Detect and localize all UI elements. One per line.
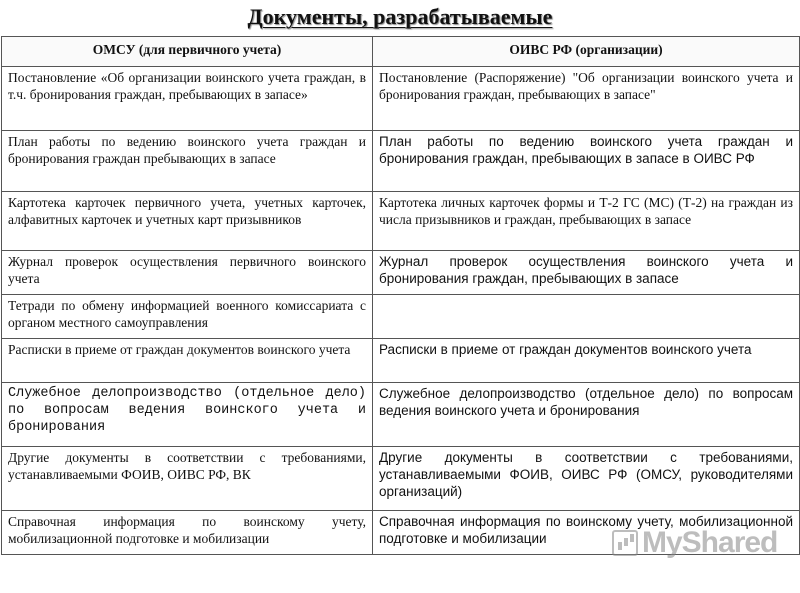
table-row <box>2 383 800 447</box>
cell-left: План работы по ведению воинского учета граждан и бронирования граждан пребывающих в запасе <box>2 131 373 192</box>
table-row <box>2 511 800 555</box>
cell-left: Расписки в приеме от граждан документов воинского учета <box>2 339 373 383</box>
table-row <box>2 251 800 295</box>
table-row <box>2 447 800 511</box>
cell-left: Тетради по обмену информацией военного комиссариата с органом местного самоуправления <box>2 295 373 339</box>
cell-left: Другие документы в соответствии с требованиями, устанавливаемыми ФОИВ, ОИВС РФ, ВК <box>2 447 373 511</box>
watermark-text: MyShared <box>642 526 778 559</box>
cell-left: Служебное делопроизводство (отдельное дело) по вопросам ведения воинского учета и бронирования <box>2 383 373 447</box>
table-row <box>2 295 800 339</box>
cell-right: Журнал проверок осуществления воинского учета и бронирования граждан, пребывающих в запасе <box>373 251 800 295</box>
cell-right: Справочная информация по воинскому учету, мобилизационной подготовке и мобилизации <box>373 511 800 555</box>
page-title: Документы, разрабатываемые <box>247 4 553 29</box>
cell-left: Картотека карточек первичного учета, учетных карточек, алфавитных карточек и учетных карт призывников <box>2 192 373 251</box>
table-header-row <box>2 37 800 67</box>
cell-left: Справочная информация по воинскому учету, мобилизационной подготовке и мобилизации <box>2 511 373 555</box>
documents-table <box>1 36 800 555</box>
header-omsu: ОМСУ (для первичного учета) <box>2 37 373 67</box>
cell-right: Постановление (Распоряжение) "Об организации воинского учета и бронирования граждан, пребывающих в запасе" <box>373 67 800 131</box>
cell-right <box>373 295 800 339</box>
cell-right: План работы по ведению воинского учета граждан и бронирования граждан, пребывающих в запасе в ОИВС РФ <box>373 131 800 192</box>
table-row <box>2 131 800 192</box>
table-row <box>2 192 800 251</box>
table-row <box>2 339 800 383</box>
cell-left: Постановление «Об организации воинского учета граждан, в т.ч. бронирования граждан, пребывающих в запасе» <box>2 67 373 131</box>
header-oivs: ОИВС РФ (организации) <box>373 37 800 67</box>
cell-right: Другие документы в соответствии с требованиями, устанавливаемыми ФОИВ, ОИВС РФ (ОМСУ, руководителями организаций) <box>373 447 800 511</box>
cell-right: Картотека личных карточек формы и Т-2 ГС (МС) (Т-2) на граждан из числа призывников и граждан, пребывающих в запасе <box>373 192 800 251</box>
table-row <box>2 67 800 131</box>
cell-right: Расписки в приеме от граждан документов воинского учета <box>373 339 800 383</box>
cell-left: Журнал проверок осуществления первичного воинского учета <box>2 251 373 295</box>
cell-right: Служебное делопроизводство (отдельное дело) по вопросам ведения воинского учета и бронирования <box>373 383 800 447</box>
